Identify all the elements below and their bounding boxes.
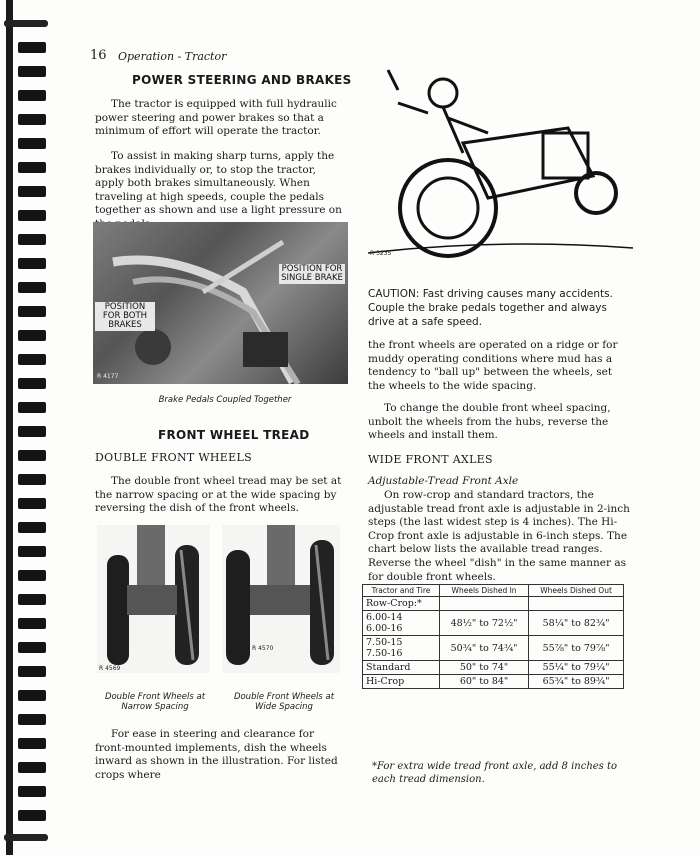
table-cell: Hi-Crop [363, 675, 440, 689]
narrow-wheels-drawing [97, 525, 210, 673]
paragraph-brakes: To assist in making sharp turns, apply the brakes individually or, to stop the tractor, apply both brakes simultaneously. When traveling at high speeds, couple the pedals together as shown and use a light pressure on [95, 150, 342, 217]
running-title: Operation - Tractor [118, 50, 227, 63]
paragraph-double-tread: The double front wheel tread may be set at the narrow spacing or at the wide spacing by reversing the dish of the front wheels. [95, 475, 342, 515]
table-row [363, 611, 624, 636]
subheading-double-front-wheels: DOUBLE FRONT WHEELS [95, 451, 252, 464]
column-header: Wheels Dished Out [529, 585, 624, 597]
table-cell: 55⅞" to 79⅞" [529, 636, 624, 661]
table-cell: 60" to 84" [440, 675, 529, 689]
paragraph-change-spacing: To change the double front wheel spacing, unbolt the wheels from the hubs, reverse the wheels and install them. [368, 402, 611, 442]
wide-spacing-caption: Double Front Wheels at Wide Spacing [233, 692, 335, 712]
table-cell: 7.50-15 7.50-16 [363, 636, 440, 661]
column-header: Wheels Dished In [440, 585, 529, 597]
subheading-adjustable-axle: Adjustable-Tread Front Axle [368, 475, 519, 487]
table-cell: 48½" to 72½" [440, 611, 529, 636]
heading-wide-front-axles: WIDE FRONT AXLES [368, 453, 493, 466]
caution-notice: CAUTION: Fast driving causes many accidents. Couple the brake pedals together and always drive at a safe speed. [368, 288, 613, 328]
paragraph-adjustable-tread: On row-crop and standard tractors, the adjustable tread front axle is adjustable in 2-inch steps (the last widest step is 4 inches). The Hi-Crop front axle is adjustable in 6-inch steps. The chart below lists the available tread ranges. Reverse the wheel "dish" in the same manner as for double front wheels. [368, 489, 630, 583]
table-cell: 6.00-14 6.00-16 [363, 611, 440, 636]
wheel-photo1-id: R 4569 [99, 665, 121, 672]
heading-power-steering: POWER STEERING AND BRAKES [132, 73, 352, 87]
table-row [363, 636, 624, 661]
column-header: Tractor and Tire [363, 585, 440, 597]
table-cell: 50" to 74" [440, 661, 529, 675]
table-row [363, 675, 624, 689]
brake-photo-caption: Brake Pedals Coupled Together [158, 395, 292, 405]
brake-pedals-photo [93, 222, 348, 384]
tread-range-table [362, 584, 624, 689]
narrow-spacing-caption: Double Front Wheels at Narrow Spacing [104, 692, 206, 712]
tractor-cartoon [368, 58, 633, 268]
paragraph-ridge-muddy: the front wheels are operated on a ridge or for muddy operating conditions where mud has a tendency to "ball up" between the wheels, set the wheels to the wide spacing. [368, 339, 618, 392]
table-cell: 50¾" to 74¾" [440, 636, 529, 661]
cartoon-id: R 3235 [370, 250, 392, 257]
both-brakes-label: POSITION FOR BOTH BRAKES [95, 302, 155, 331]
page-number: 16 [90, 48, 107, 63]
cartoon-drawing [368, 58, 633, 268]
table-cell: Standard [363, 661, 440, 675]
spiral-binding [0, 0, 60, 855]
table-header-row [363, 585, 624, 597]
heading-front-wheel-tread: FRONT WHEEL TREAD [158, 428, 310, 442]
table-cell: 65¾" to 89¾" [529, 675, 624, 689]
single-brake-label: POSITION FOR SINGLE BRAKE [279, 264, 345, 284]
table-cell: Row-Crop:* [363, 597, 440, 611]
wide-wheels-drawing [222, 525, 340, 673]
paragraph-steering-clearance: For ease in steering and clearance for front-mounted implements, dish the wheels inward as shown in the illustration. For listed crops where [95, 728, 338, 781]
wheel-photo2-id: R 4570 [252, 645, 274, 652]
photo-id: R 4177 [97, 373, 119, 380]
wide-spacing-photo [222, 525, 340, 673]
table-cell: 55¼" to 79¼" [529, 661, 624, 675]
narrow-spacing-photo [97, 525, 210, 673]
table-row [363, 597, 624, 611]
table-cell: 58¼" to 82¾" [529, 611, 624, 636]
table-cell [440, 597, 529, 611]
paragraph-hydraulic: The tractor is equipped with full hydraulic power steering and power brakes so that a minimum of effort will operate the tractor. [95, 98, 337, 138]
table-cell [529, 597, 624, 611]
footnote: *For extra wide tread front axle, add 8 inches to each tread dimension. [372, 761, 618, 785]
table-row [363, 661, 624, 675]
